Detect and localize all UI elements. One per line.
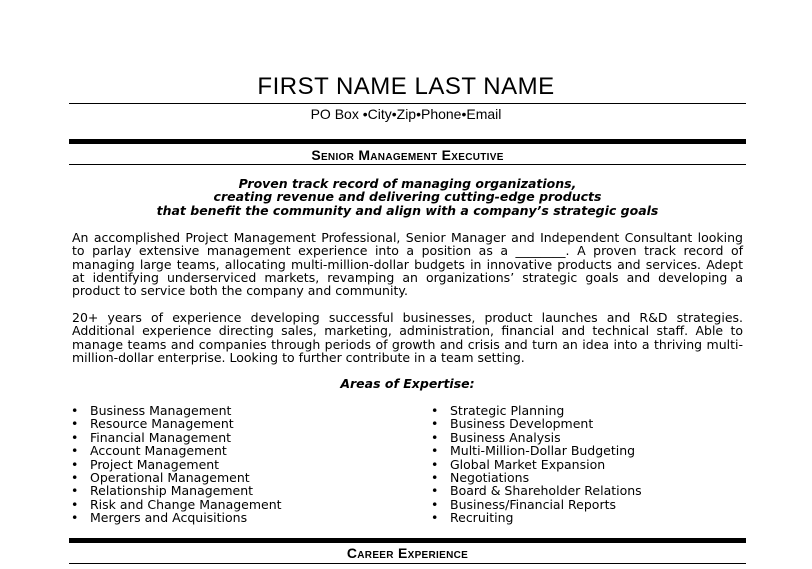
summary-line: that benefit the community and align with a company’s strategic goals xyxy=(156,202,659,218)
list-item: • Operational Management xyxy=(71,471,282,484)
list-item: • Risk and Change Management xyxy=(71,498,282,511)
expertise-heading: Areas of Expertise: xyxy=(340,376,475,391)
list-item: • Multi-Million-Dollar Budgeting xyxy=(431,444,642,457)
list-item: • Relationship Management xyxy=(71,484,282,497)
header-divider xyxy=(69,103,746,104)
career-rule-top xyxy=(69,538,746,543)
list-item: • Project Management xyxy=(71,458,282,471)
section-rule-bottom xyxy=(69,164,746,165)
list-item: • Business Development xyxy=(431,417,642,430)
summary-line: creating revenue and delivering cutting-edge products xyxy=(213,189,602,205)
list-item: • Resource Management xyxy=(71,417,282,430)
contact-line: PO Box •City•Zip•Phone•Email xyxy=(310,106,502,122)
summary-statement xyxy=(69,177,746,217)
list-item: • Financial Management xyxy=(71,431,282,444)
section-title-career-experience: Career Experience xyxy=(346,545,469,561)
section-title-senior-management: Senior Management Executive xyxy=(311,147,504,163)
list-item: • Global Market Expansion xyxy=(431,458,642,471)
list-item: • Negotiations xyxy=(431,471,642,484)
career-rule-bottom xyxy=(69,563,746,564)
list-item: • Business Management xyxy=(71,404,282,417)
list-item: • Board & Shareholder Relations xyxy=(431,484,642,497)
section-rule-top xyxy=(69,139,746,144)
list-item: • Business/Financial Reports xyxy=(431,498,642,511)
list-item: • Business Analysis xyxy=(431,431,642,444)
list-item: • Recruiting xyxy=(431,511,642,524)
list-item: • Strategic Planning xyxy=(431,404,642,417)
expertise-list-left xyxy=(71,404,282,525)
profile-paragraph: An accomplished Project Management Professional, Senior Manager and Independent Consultant looking to parlay extensive management experience into a position as a ________. A proven track record of managing large teams, allocating multi-million-dollar budgets in innovative products and services. Adept at identifying underserviced markets, revamping an organizations’ strategic goals and developing a product to service both the company and community. xyxy=(72,230,743,299)
experience-paragraph: 20+ years of experience developing successful businesses, product launches and R&D strategies. Additional experience directing sales, marketing, administration, financial and technical staff. Able to manage teams and companies through periods of growth and crisis and turn an idea into a thriving multi-million-dollar enterprise. Looking to further contribute in a team setting. xyxy=(72,310,743,365)
candidate-name: FIRST NAME LAST NAME xyxy=(257,73,555,100)
list-item: • Account Management xyxy=(71,444,282,457)
list-item: • Mergers and Acquisitions xyxy=(71,511,282,524)
expertise-list-right xyxy=(431,404,642,525)
summary-line: Proven track record of managing organizations, xyxy=(238,176,577,191)
